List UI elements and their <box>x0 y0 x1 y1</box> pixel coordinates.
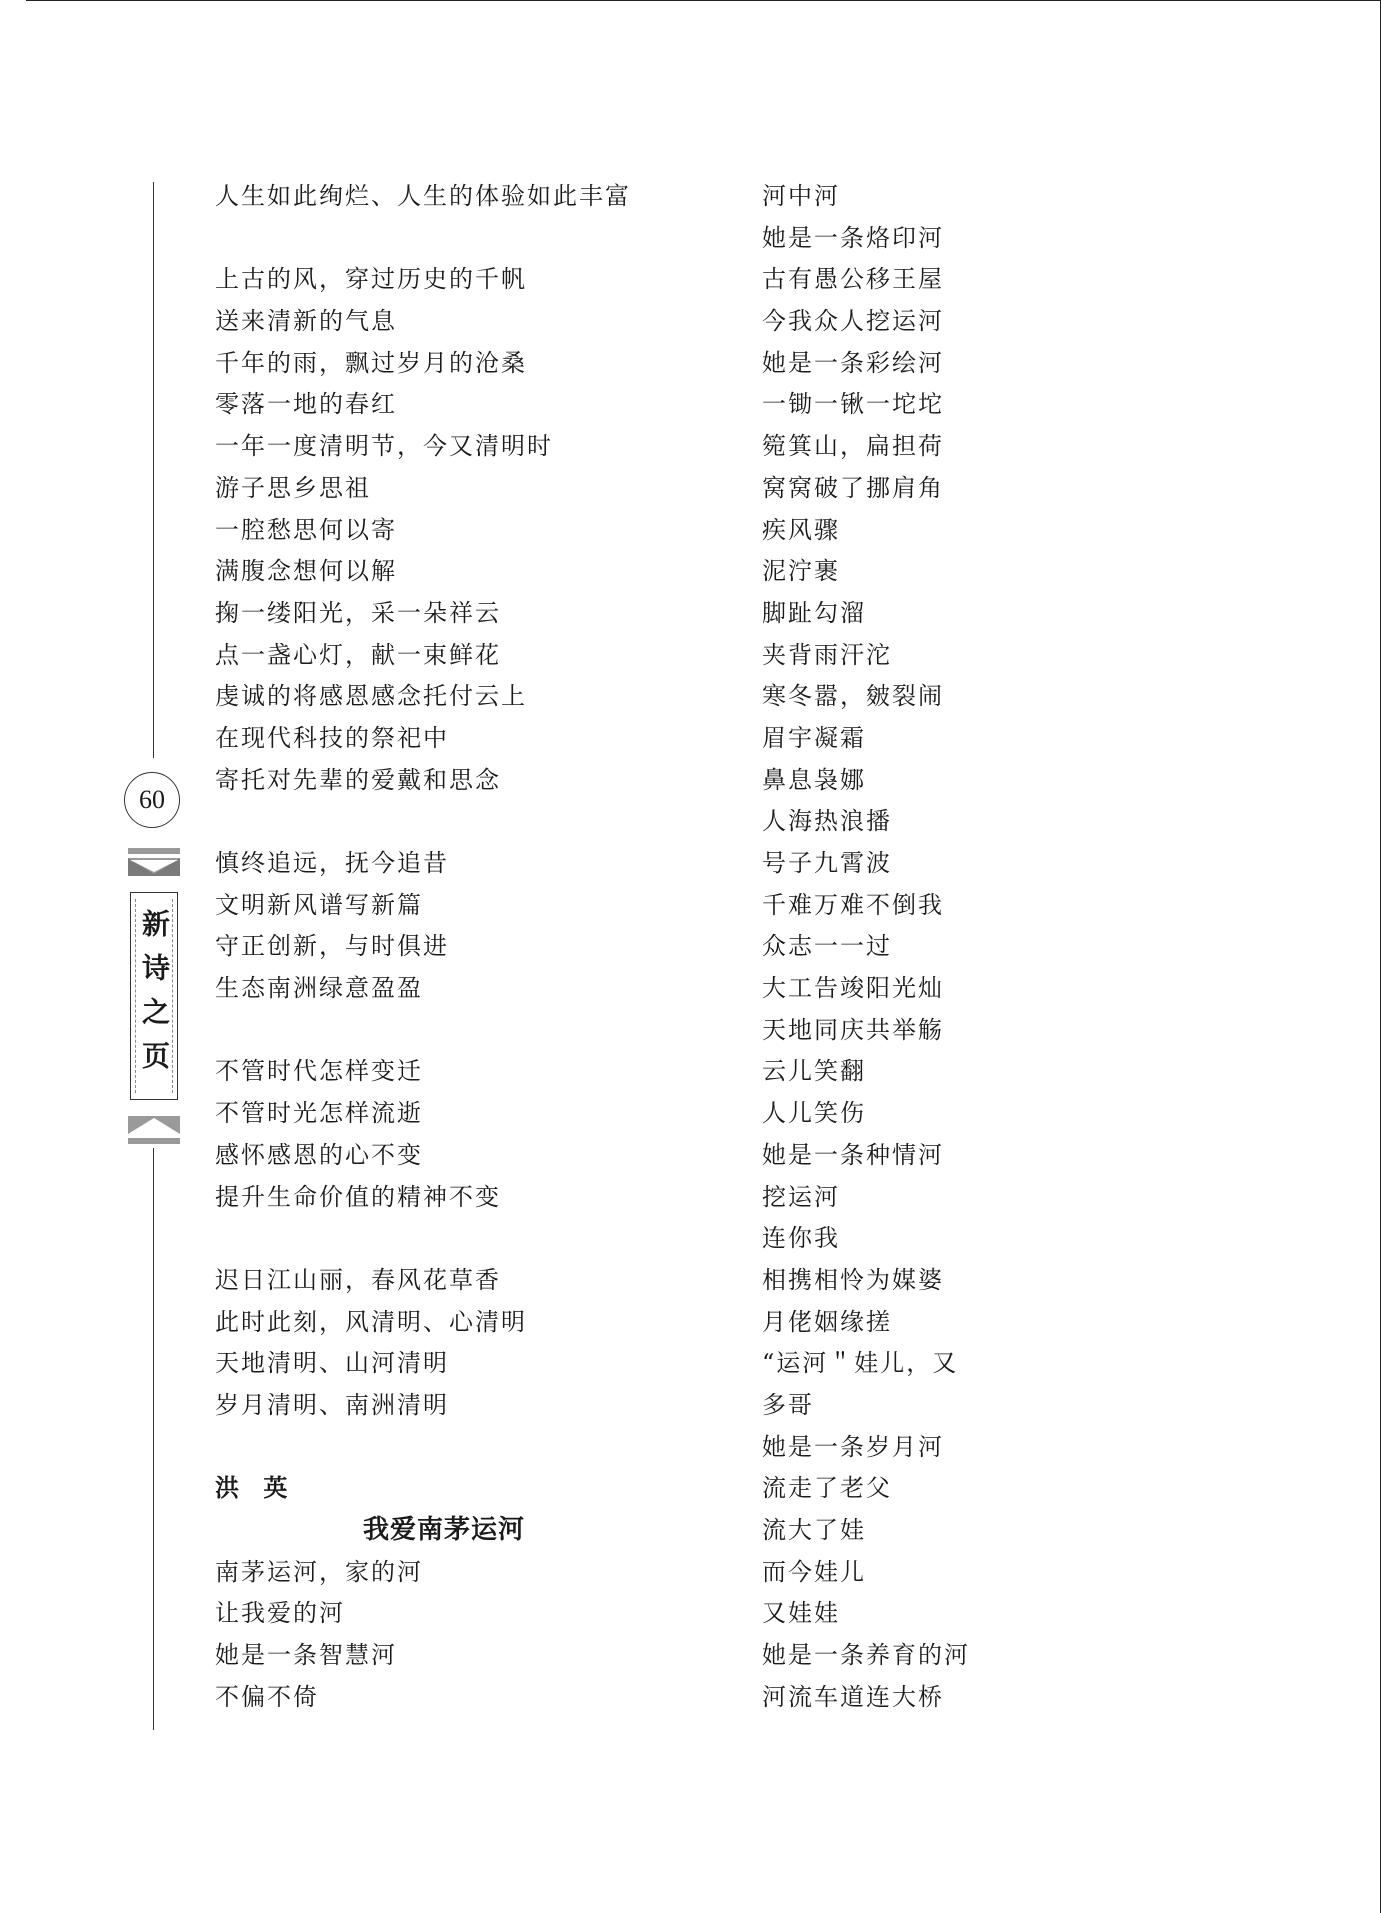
poem-line: 千难万难不倒我 <box>762 890 944 919</box>
tab-bar-top <box>128 848 180 854</box>
poem-line: 古有愚公移王屋 <box>762 265 944 294</box>
poem-line: 掬一缕阳光，采一朵祥云 <box>215 598 501 627</box>
margin-rule-bottom <box>153 1148 154 1730</box>
tab-arrow-bottom-icon <box>128 1116 180 1134</box>
poem-line: 连你我 <box>762 1224 840 1253</box>
poem-line: 相携相怜为媒婆 <box>762 1265 944 1294</box>
poem-line: 一锄一锹一坨坨 <box>762 390 944 419</box>
poem-line: 感怀感恩的心不变 <box>215 1140 423 1169</box>
poem-line: 人海热浪播 <box>762 807 892 836</box>
poem-line: 月佬姻缘搓 <box>762 1307 892 1336</box>
poem-line: 大工告竣阳光灿 <box>762 974 944 1003</box>
poem-line: 提升生命价值的精神不变 <box>215 1182 501 1211</box>
poem-line: 流大了娃 <box>762 1516 866 1544</box>
poem-line: 上古的风，穿过历史的千帆 <box>215 265 527 294</box>
page-corner-rule-top <box>26 0 1381 1</box>
poem-line: 云儿笑翻 <box>762 1057 866 1086</box>
poem-line: 寒冬嚣，皴裂闹 <box>762 682 944 711</box>
section-label-box <box>130 892 178 1100</box>
poem-line: 她是一条彩绘河 <box>762 348 944 377</box>
poem-line <box>215 801 695 843</box>
poem-line: 又娃娃 <box>762 1599 840 1628</box>
poem-line: 不管时光怎样流逝 <box>215 1099 423 1128</box>
poem-line: 多哥 <box>762 1390 814 1419</box>
poem-line <box>215 218 695 260</box>
tab-bar-bottom <box>128 1138 180 1144</box>
poem-line: 千年的雨，飘过岁月的沧桑 <box>215 348 527 377</box>
poem-line: 寄托对先辈的爱戴和思念 <box>215 765 501 794</box>
poem-line: 而今娃儿 <box>762 1557 866 1586</box>
poem-line <box>215 1010 695 1052</box>
left-column <box>215 176 695 1718</box>
poem-line: 送来清新的气息 <box>215 307 397 336</box>
poem2-author: 洪 英 <box>215 1474 296 1503</box>
poem-line: 流走了老父 <box>762 1474 892 1503</box>
poem-line: 她是一条烙印河 <box>762 223 944 252</box>
section-tab <box>128 848 180 1144</box>
poem-line: 脚趾勾溜 <box>762 598 866 627</box>
poem-line: 她是一条种情河 <box>762 1140 944 1169</box>
poem1-lines <box>215 176 695 1468</box>
poem-line: 她是一条智慧河 <box>215 1641 397 1670</box>
poem-line: 河流车道连大桥 <box>762 1682 944 1711</box>
poem-line: 虔诚的将感恩感念托付云上 <box>215 682 527 711</box>
poem-line: 零落一地的春红 <box>215 390 397 419</box>
poem-line: 让我爱的河 <box>215 1599 345 1628</box>
poem-line: 守正创新，与时俱进 <box>215 932 449 961</box>
poem-line: 南茅运河，家的河 <box>215 1557 423 1586</box>
poem-line: 点一盏心灯，献一束鲜花 <box>215 640 501 669</box>
tab-arrow-top-icon <box>128 858 180 876</box>
poem-line: 满腹念想何以解 <box>215 557 397 586</box>
poem-line: 号子九霄波 <box>762 849 892 877</box>
poem-line: 鼻息袅娜 <box>762 765 866 794</box>
section-label: 新诗之页 <box>138 909 171 1085</box>
poem-line: 在现代科技的祭祀中 <box>215 723 449 752</box>
poem-line: 夹背雨汗沱 <box>762 640 892 669</box>
margin-rule-top <box>153 182 154 758</box>
poem-line <box>215 1427 695 1469</box>
poem-line: 窝窝破了挪肩角 <box>762 473 944 502</box>
poem-line: 慎终追远，抚今追昔 <box>215 849 449 877</box>
poem-line: 眉宇凝霜 <box>762 723 866 752</box>
poem-line: 天地清明、山河清明 <box>215 1349 449 1378</box>
poem-line: 疾风骤 <box>762 515 840 544</box>
poem-line: 众志一一过 <box>762 932 892 961</box>
poem-line: 河中河 <box>762 182 840 210</box>
poem-line: 天地同庆共举觞 <box>762 1015 944 1044</box>
poem-line: 人儿笑伤 <box>762 1099 866 1128</box>
poem2-lines-right <box>762 176 1282 1718</box>
poem-line: 今我众人挖运河 <box>762 307 944 336</box>
poem-line: 泥泞裹 <box>762 557 840 586</box>
poem-line: “运河＂娃儿，又 <box>762 1349 959 1378</box>
poem-line: 岁月清明、南洲清明 <box>215 1390 449 1419</box>
poem-line: 箢箕山，扁担荷 <box>762 432 944 461</box>
poem-line: 人生如此绚烂、人生的体验如此丰富 <box>215 182 631 210</box>
poem2-lines-left <box>215 1552 695 1719</box>
poem-line: 不偏不倚 <box>215 1682 319 1711</box>
poem-line: 文明新风谱写新篇 <box>215 890 423 919</box>
poem-line: 一年一度清明节，今又清明时 <box>215 432 553 461</box>
poem-line <box>215 1218 695 1260</box>
poem-line: 挖运河 <box>762 1182 840 1211</box>
poem2-title: 我爱南茅运河 <box>363 1515 526 1545</box>
poem-line: 她是一条养育的河 <box>762 1641 970 1670</box>
page-number: 60 <box>124 772 180 828</box>
poem-line: 迟日江山丽，春风花草香 <box>215 1265 501 1294</box>
poem-line: 此时此刻，风清明、心清明 <box>215 1307 527 1336</box>
poem-line: 不管时代怎样变迁 <box>215 1057 423 1086</box>
poem-line: 她是一条岁月河 <box>762 1432 944 1461</box>
poem-line: 游子思乡思祖 <box>215 473 371 502</box>
right-column <box>762 176 1282 1718</box>
poem-line: 生态南洲绿意盈盈 <box>215 974 423 1003</box>
poem-line: 一腔愁思何以寄 <box>215 515 397 544</box>
